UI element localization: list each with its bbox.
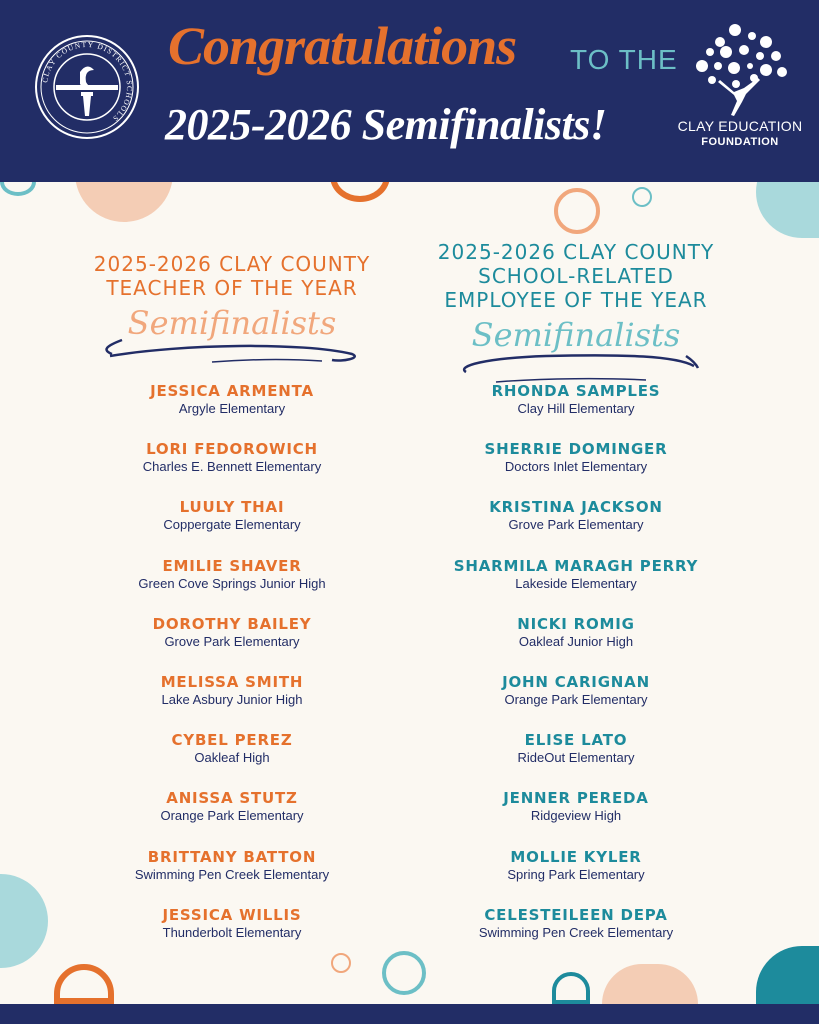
semifinalist-name: NICKI ROMIG bbox=[517, 614, 635, 633]
list-item bbox=[406, 731, 746, 789]
decor-circle bbox=[756, 946, 819, 1004]
employee-category-title bbox=[406, 240, 746, 312]
list-item bbox=[62, 498, 402, 556]
school-name: Oakleaf Junior High bbox=[518, 633, 634, 649]
school-name: Oakleaf High bbox=[194, 750, 270, 766]
list-item bbox=[62, 906, 402, 964]
list-item bbox=[62, 557, 402, 615]
swoosh-underline bbox=[406, 344, 746, 384]
decor-ring bbox=[632, 187, 652, 207]
semifinalists-heading: 2025-2026 Semifinalists! bbox=[165, 100, 607, 149]
employee-list bbox=[406, 382, 746, 964]
employee-semifinalists-script: Semifinalists bbox=[471, 316, 681, 354]
footer-bar bbox=[0, 1004, 819, 1024]
list-item bbox=[62, 673, 402, 731]
semifinalist-name: JOHN CARIGNAN bbox=[502, 672, 650, 691]
list-item bbox=[62, 440, 402, 498]
semifinalist-name: LUULY THAI bbox=[179, 498, 285, 517]
decor-ring bbox=[552, 972, 590, 1004]
foundation-tree-logo bbox=[690, 22, 790, 122]
semifinalist-name: MELISSA SMITH bbox=[160, 672, 304, 691]
school-name: RideOut Elementary bbox=[517, 750, 635, 766]
semifinalist-name: EMILIE SHAVER bbox=[162, 556, 302, 575]
district-seal-text: CLAY COUNTY DISTRICT SCHOOLS bbox=[40, 39, 135, 124]
decor-circle bbox=[602, 964, 698, 1004]
list-item bbox=[406, 440, 746, 498]
school-name: Grove Park Elementary bbox=[508, 517, 644, 533]
semifinalist-name: SHERRIE DOMINGER bbox=[484, 440, 668, 459]
semifinalist-name: CELESTEILEEN DEPA bbox=[484, 905, 668, 924]
list-item bbox=[406, 673, 746, 731]
semifinalist-name: ANISSA STUTZ bbox=[166, 789, 298, 808]
list-item bbox=[406, 382, 746, 440]
title-line: TEACHER OF THE YEAR bbox=[106, 276, 358, 300]
list-item bbox=[62, 789, 402, 847]
decor-ring bbox=[554, 188, 600, 234]
list-item bbox=[406, 498, 746, 556]
congratulations-heading: Congratulations bbox=[168, 16, 517, 76]
semifinalist-name: MOLLIE KYLER bbox=[510, 847, 642, 866]
semifinalist-name: BRITTANY BATTON bbox=[147, 847, 317, 866]
semifinalist-name: SHARMILA MARAGH PERRY bbox=[453, 556, 699, 575]
semifinalist-name: KRISTINA JACKSON bbox=[489, 498, 663, 517]
school-name: Argyle Elementary bbox=[178, 401, 286, 416]
teacher-category-title bbox=[62, 252, 402, 300]
to-the-text: TO THE bbox=[570, 44, 678, 75]
foundation-name bbox=[675, 118, 805, 149]
teacher-semifinalists-script: Semifinalists bbox=[127, 304, 337, 342]
semifinalist-name: JESSICA ARMENTA bbox=[150, 382, 314, 400]
school-name: Doctors Inlet Elementary bbox=[504, 459, 648, 475]
list-item bbox=[62, 382, 402, 440]
title-line: SCHOOL-RELATED bbox=[478, 264, 674, 288]
semifinalist-name: ELISE LATO bbox=[524, 731, 628, 750]
semifinalist-name: RHONDA SAMPLES bbox=[491, 382, 661, 400]
list-item bbox=[406, 906, 746, 964]
decor-circle bbox=[0, 874, 48, 968]
school-name: Coppergate Elementary bbox=[163, 517, 301, 533]
school-name: Orange Park Elementary bbox=[504, 691, 648, 707]
school-name: Lakeside Elementary bbox=[515, 575, 637, 591]
school-name: Clay Hill Elementary bbox=[517, 401, 635, 416]
school-name: Lake Asbury Junior High bbox=[161, 691, 303, 707]
list-item bbox=[406, 848, 746, 906]
school-name: Swimming Pen Creek Elementary bbox=[134, 866, 330, 882]
swoosh-underline bbox=[62, 334, 402, 374]
school-name: Charles E. Bennett Elementary bbox=[142, 459, 322, 475]
list-item bbox=[406, 789, 746, 847]
school-name: Swimming Pen Creek Elementary bbox=[478, 924, 674, 940]
school-name: Green Cove Springs Junior High bbox=[138, 575, 326, 591]
school-name: Spring Park Elementary bbox=[507, 866, 645, 882]
title-line: 2025-2026 CLAY COUNTY bbox=[93, 252, 371, 276]
semifinalist-name: DOROTHY BAILEY bbox=[152, 614, 312, 633]
semifinalist-name: JESSICA WILLIS bbox=[162, 905, 302, 924]
school-name: Thunderbolt Elementary bbox=[162, 924, 302, 940]
decor-ring bbox=[54, 964, 114, 1004]
foundation-name-line2: FOUNDATION bbox=[701, 136, 779, 148]
header-banner bbox=[0, 0, 819, 182]
school-name: Orange Park Elementary bbox=[160, 808, 304, 824]
semifinalist-name: LORI FEDOROWICH bbox=[146, 440, 318, 459]
semifinalist-name: JENNER PEREDA bbox=[503, 789, 649, 808]
list-item bbox=[62, 731, 402, 789]
school-name: Grove Park Elementary bbox=[164, 633, 300, 649]
semifinalist-name: CYBEL PEREZ bbox=[171, 731, 293, 750]
list-item bbox=[406, 615, 746, 673]
teacher-list bbox=[62, 382, 402, 964]
list-item bbox=[62, 615, 402, 673]
title-line: 2025-2026 CLAY COUNTY bbox=[437, 240, 715, 264]
list-item bbox=[62, 848, 402, 906]
district-seal-logo bbox=[34, 34, 140, 140]
title-line: EMPLOYEE OF THE YEAR bbox=[444, 288, 708, 312]
school-name: Ridgeview High bbox=[530, 808, 622, 824]
foundation-name-line1: CLAY EDUCATION bbox=[677, 118, 803, 134]
list-item bbox=[406, 557, 746, 615]
